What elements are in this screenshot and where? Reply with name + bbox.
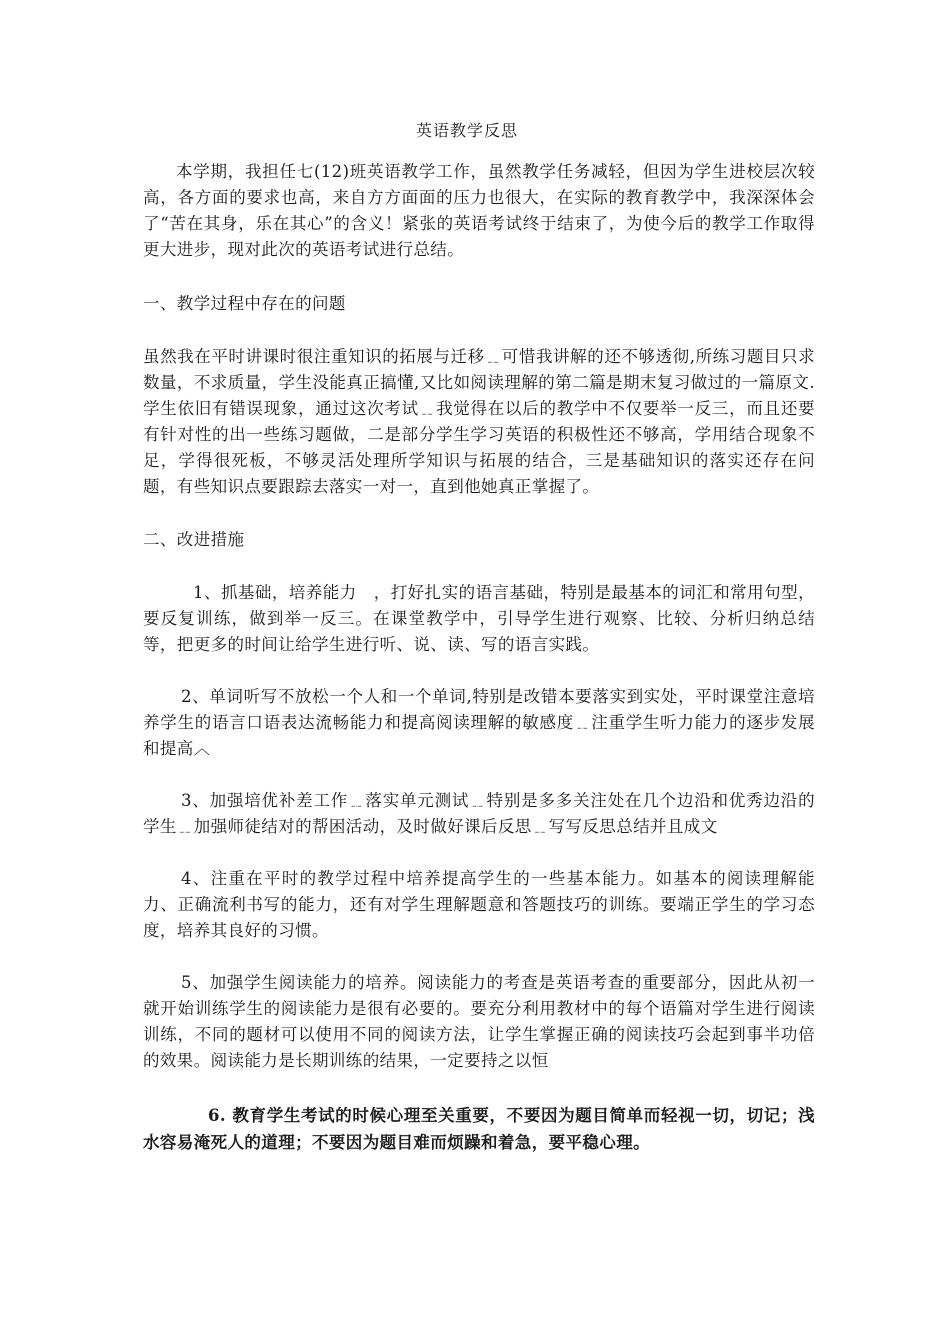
measure-item-4: 4、注重在平时的教学过程中培养提高学生的一些基本能力。如基本的阅读理解能力、正确流利书写的能力，还有对学生理解题意和答题技巧的训练。要端正学生的学习态度，培养其良好的习惯。 (143, 869, 815, 940)
document-title: 英语教学反思 (415, 121, 518, 140)
measure-item-1: 1、抓基础，培养能力 ，打好扎实的语言基础，特别是最基本的词汇和常用句型，要反复训练，做到举一反三。在课堂教学中，引导学生进行观察、比较、分析归纳总结等，把更多的时间让给学生进行听、说、读、写的语言实践。 (143, 583, 815, 654)
intro-paragraph: 本学期，我担任七(12)班英语教学工作，虽然教学任务减轻，但因为学生进校层次较高，各方面的要求也高，来自方方面面的压力也很大，在实际的教育教学中，我深深体会了“苦在其身，乐在其心”的含义！紧张的英语考试终于结束了，为使今后的教学工作取得更大进步，现对此次的英语考试进行总结。 (143, 162, 815, 259)
measure-item-5: 5、加强学生阅读能力的培养。阅读能力的考查是英语考查的重要部分，因此从初一就开始训练学生的阅读能力是很有必要的。要充分利用教材中的每个语篇对学生进行阅读训练，不同的题材可以使用不同的阅读方法，让学生掌握正确的阅读技巧会起到事半功倍的效果。阅读能力是长期训练的结果，一定要持之以恒 (143, 973, 815, 1070)
measure-item-6: 6. 教育学生考试的时候心理至关重要，不要因为题目简单而轻视一切，切记；浅水容易淹死人的道理；不要因为题目难而烦躁和着急，要平稳心理。 (143, 1106, 815, 1152)
section-heading-measures: 二、改进措施 (143, 530, 245, 549)
section-heading-problems: 一、教学过程中存在的问题 (143, 294, 346, 313)
measure-item-3: 3、加强培优补差工作﹎落实单元测试﹎特别是多多关注处在几个边沿和优秀边沿的学生﹎加强师徒结对的帮困活动，及时做好课后反思﹎写写反思总结并且成文 (143, 791, 815, 836)
problems-paragraph: 虽然我在平时讲课时很注重知识的拓展与迁移﹎可惜我讲解的还不够透彻,所练习题目只求数量，不求质量，学生没能真正搞懂,又比如阅读理解的第二篇是期末复习做过的一篇原文.学生依旧有错误现象，通过这次考试﹎我觉得在以后的教学中不仅要举一反三，而且还要有针对性的出一些练习题做，二是部分学生学习英语的积极性还不够高，学用结合现象不足，学得很死板，不够灵活处理所学知识与拓展的结合，三是基础知识的落实还存在问题，有些知识点要跟踪去落实一对一，直到他她真正掌握了。 (143, 347, 815, 496)
document-page (143, 118, 815, 1156)
measure-item-2: 2、单词听写不放松一个人和一个单词,特别是改错本要落实到实处，平时课堂注意培养学生的语言口语表达流畅能力和提高阅读理解的敏感度﹎注重学生听力能力的逐步发展和提高︿ (143, 687, 815, 758)
